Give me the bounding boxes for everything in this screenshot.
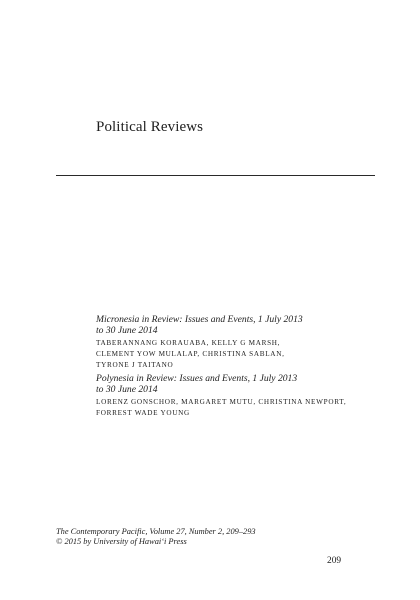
table-of-contents	[96, 314, 366, 419]
author-line: CLEMENT YOW MULALAP, CHRISTINA SABLAN,	[96, 350, 285, 358]
author-line: LORENZ GONSCHOR, MARGARET MUTU, CHRISTINA NEWPORT,	[96, 398, 347, 406]
entry-title-line: Polynesia in Review: Issues and Events, 1 July 2013	[96, 373, 298, 384]
author-line: FORREST WADE YOUNG	[96, 409, 190, 417]
section-heading: Political Reviews	[96, 119, 204, 135]
entry-title-line: to 30 June 2014	[96, 384, 158, 395]
author-line: TYRONE J TAITANO	[96, 361, 174, 369]
entry-title-line: to 30 June 2014	[96, 325, 158, 336]
entry-title-line: Micronesia in Review: Issues and Events, 1 July 2013	[96, 314, 303, 325]
publication-footer	[56, 527, 256, 547]
contents-entry-micronesia	[96, 314, 366, 371]
horizontal-rule	[56, 175, 375, 176]
journal-citation: The Contemporary Pacific, Volume 27, Number 2, 209–293	[56, 527, 256, 536]
author-line: TABERANNANG KORAUABA, KELLY G MARSH,	[96, 339, 281, 347]
page-number: 209	[327, 556, 342, 566]
contents-entry-polynesia	[96, 373, 366, 419]
entry-title	[96, 314, 366, 336]
entry-authors	[96, 338, 366, 371]
entry-title	[96, 373, 366, 395]
entry-authors	[96, 397, 366, 419]
copyright-notice: © 2015 by University of Hawai‘i Press	[56, 537, 187, 546]
